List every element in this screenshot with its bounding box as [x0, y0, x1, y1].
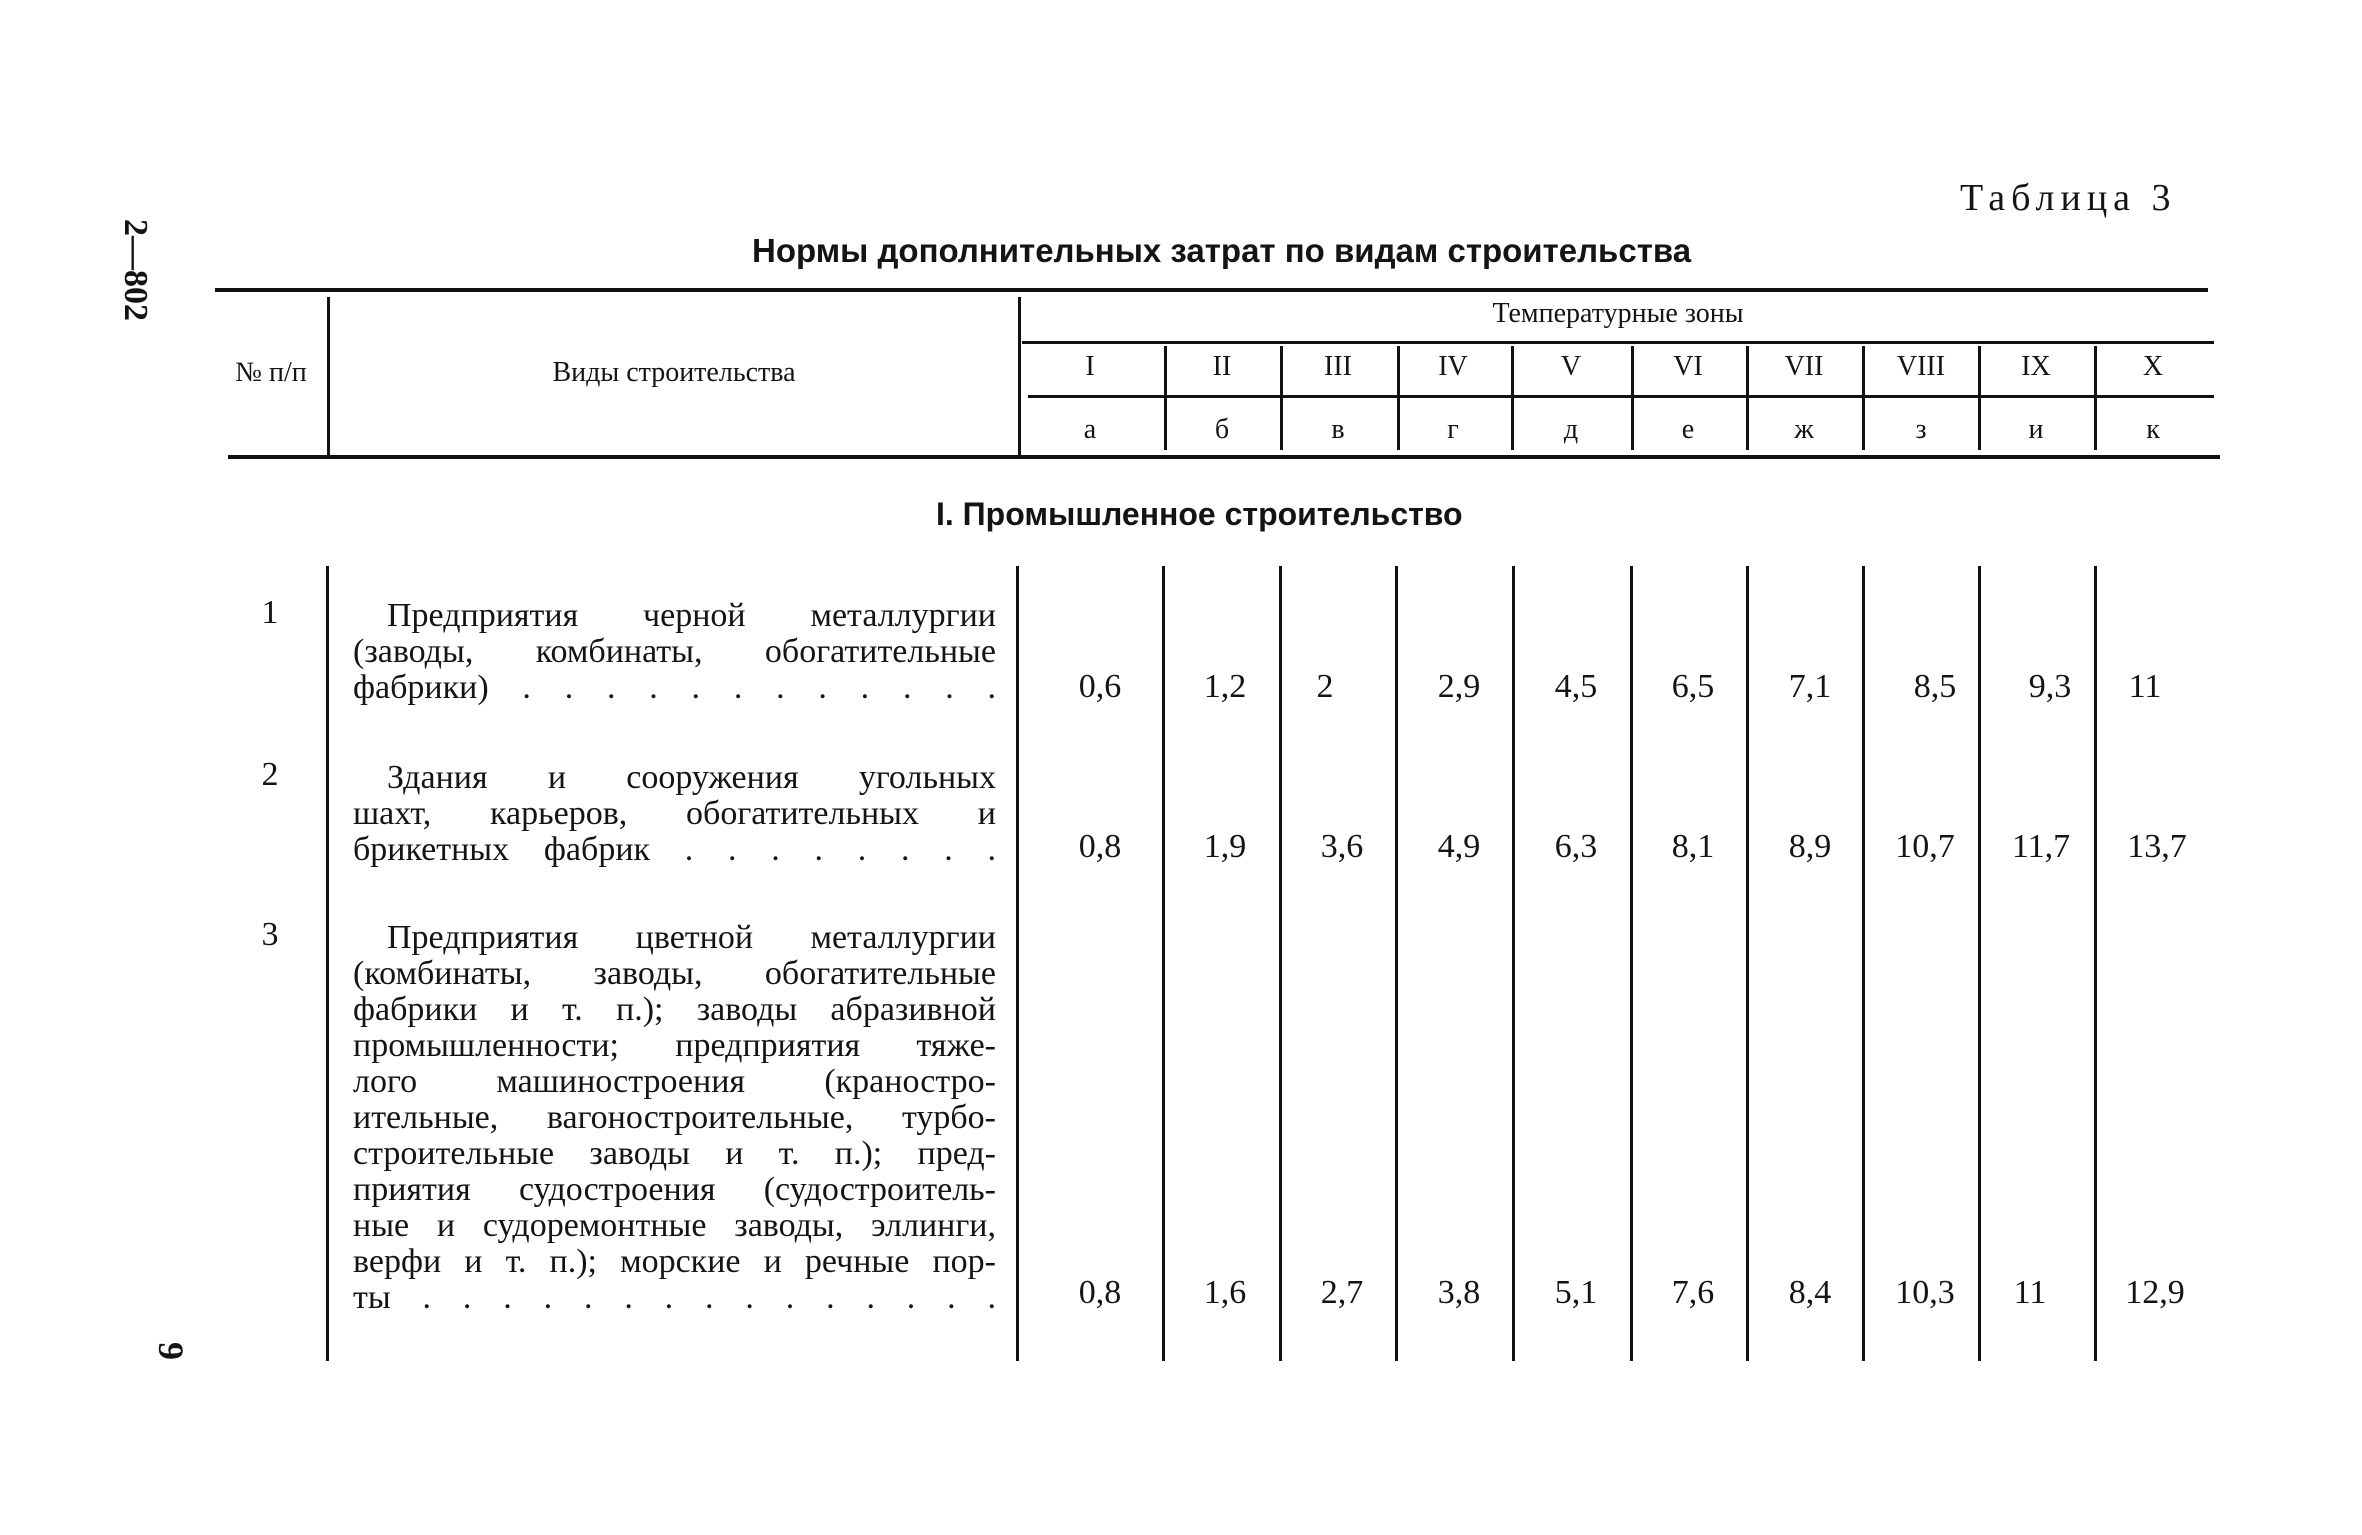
value-cell: 8,9: [1788, 828, 1832, 865]
column-header-number: № п/п: [235, 357, 307, 388]
row-description: Предприятия черной металлургии (заводы, комбинаты, обогатительные фабрики) . . . . . . . . . . . .: [353, 597, 996, 706]
value-cell: 11: [2128, 668, 2162, 705]
value-cell: 8,1: [1671, 828, 1715, 865]
value-cell: 0,8: [1078, 1274, 1122, 1311]
value-cell: 7,6: [1671, 1274, 1715, 1311]
zone-roman: III: [1324, 351, 1352, 382]
value-cell: 1,9: [1203, 828, 1247, 865]
zone-roman: I: [1085, 351, 1095, 382]
zone-roman: X: [2142, 351, 2164, 382]
zone-letter: а: [1083, 414, 1097, 445]
header-col-sep: [2094, 346, 2097, 450]
zone-letter: д: [1563, 414, 1579, 445]
body-divider-num: [326, 566, 329, 1361]
value-cell: 4,5: [1554, 668, 1598, 705]
body-col-sep: [1395, 566, 1398, 1361]
zone-letter: б: [1214, 414, 1230, 445]
zones-title-rule: [1022, 341, 2214, 344]
header-divider-kind: [1018, 297, 1021, 455]
value-cell: 2,7: [1320, 1274, 1364, 1311]
value-cell: 10,7: [1895, 828, 1955, 865]
value-cell: 10,3: [1895, 1274, 1955, 1311]
value-cell: 6,3: [1554, 828, 1598, 865]
row-number: 2: [261, 756, 279, 793]
value-cell: 8,4: [1788, 1274, 1832, 1311]
section-title: I. Промышленное строительство: [936, 496, 1463, 532]
value-cell: 0,8: [1078, 828, 1122, 865]
zone-letter: е: [1681, 414, 1695, 445]
value-cell: 6,5: [1671, 668, 1715, 705]
page-number: 9: [151, 1342, 191, 1360]
value-cell: 1,2: [1203, 668, 1247, 705]
header-divider-num: [327, 297, 330, 455]
page-title: Нормы дополнительных затрат по видам строительства: [752, 232, 1692, 269]
column-header-kind: Виды строительства: [552, 357, 796, 388]
value-cell: 9,3: [2028, 668, 2072, 705]
zone-letter: и: [2028, 414, 2044, 445]
value-cell: 11,7: [2011, 828, 2071, 865]
value-cell: 5,1: [1554, 1274, 1598, 1311]
header-bottom-rule: [228, 455, 2220, 459]
zone-letter: в: [1331, 414, 1345, 445]
table-label: Таблица 3: [1960, 177, 2177, 219]
value-cell: 1,6: [1203, 1274, 1247, 1311]
zone-roman: IX: [2021, 351, 2051, 382]
zone-letter: к: [2146, 414, 2160, 445]
row-description: Предприятия цветной металлургии (комбинаты, заводы, обогатительные фабрики и т. п.); заводы абразивной промышленности; предприятия тяже- лого машиностроения (краностро- ительные, вагоностроительные, турбо- строительные заводы и т. п.); пред- приятия судостроения (судостроитель- ные и судоремонтные заводы, эллинги, верфи и т. п.); морские и речные пор- ты . . . . . . . . . . . . . . .: [353, 919, 996, 1316]
value-cell: 7,1: [1788, 668, 1832, 705]
roman-row-rule: [1028, 395, 2214, 398]
side-document-code: 2—802: [117, 219, 154, 321]
row-description: Здания и сооружения угольных шахт, карьеров, обогатительных и брикетных фабрик . . . . . . . .: [353, 759, 996, 868]
header-col-sep: [1862, 346, 1865, 450]
value-cell: 3,6: [1320, 828, 1364, 865]
value-cell: 13,7: [2127, 828, 2187, 865]
table-top-rule: [215, 288, 2208, 292]
zone-letter: з: [1915, 414, 1927, 445]
zone-roman: VI: [1673, 351, 1703, 382]
zone-roman: IV: [1438, 351, 1468, 382]
zone-roman: VIII: [1896, 351, 1946, 382]
body-divider-kind: [1016, 566, 1019, 1361]
row-number: 3: [261, 916, 279, 953]
value-cell: 3,8: [1437, 1274, 1481, 1311]
zone-roman: VII: [1784, 351, 1824, 382]
row-number: 1: [261, 594, 279, 631]
body-col-sep: [1162, 566, 1165, 1361]
value-cell: 11: [2013, 1274, 2047, 1311]
value-cell: 12,9: [2125, 1274, 2185, 1311]
value-cell: 2,9: [1437, 668, 1481, 705]
header-col-sep: [1511, 346, 1514, 450]
value-cell: 8,5: [1913, 668, 1957, 705]
value-cell: 0,6: [1078, 668, 1122, 705]
zone-roman: V: [1560, 351, 1582, 382]
zone-letter: ж: [1794, 414, 1814, 445]
zones-title: Температурные зоны: [1492, 298, 1744, 329]
zone-letter: г: [1447, 414, 1459, 445]
value-cell: 2: [1316, 668, 1334, 705]
value-cell: 4,9: [1437, 828, 1481, 865]
zone-roman: II: [1212, 351, 1232, 382]
